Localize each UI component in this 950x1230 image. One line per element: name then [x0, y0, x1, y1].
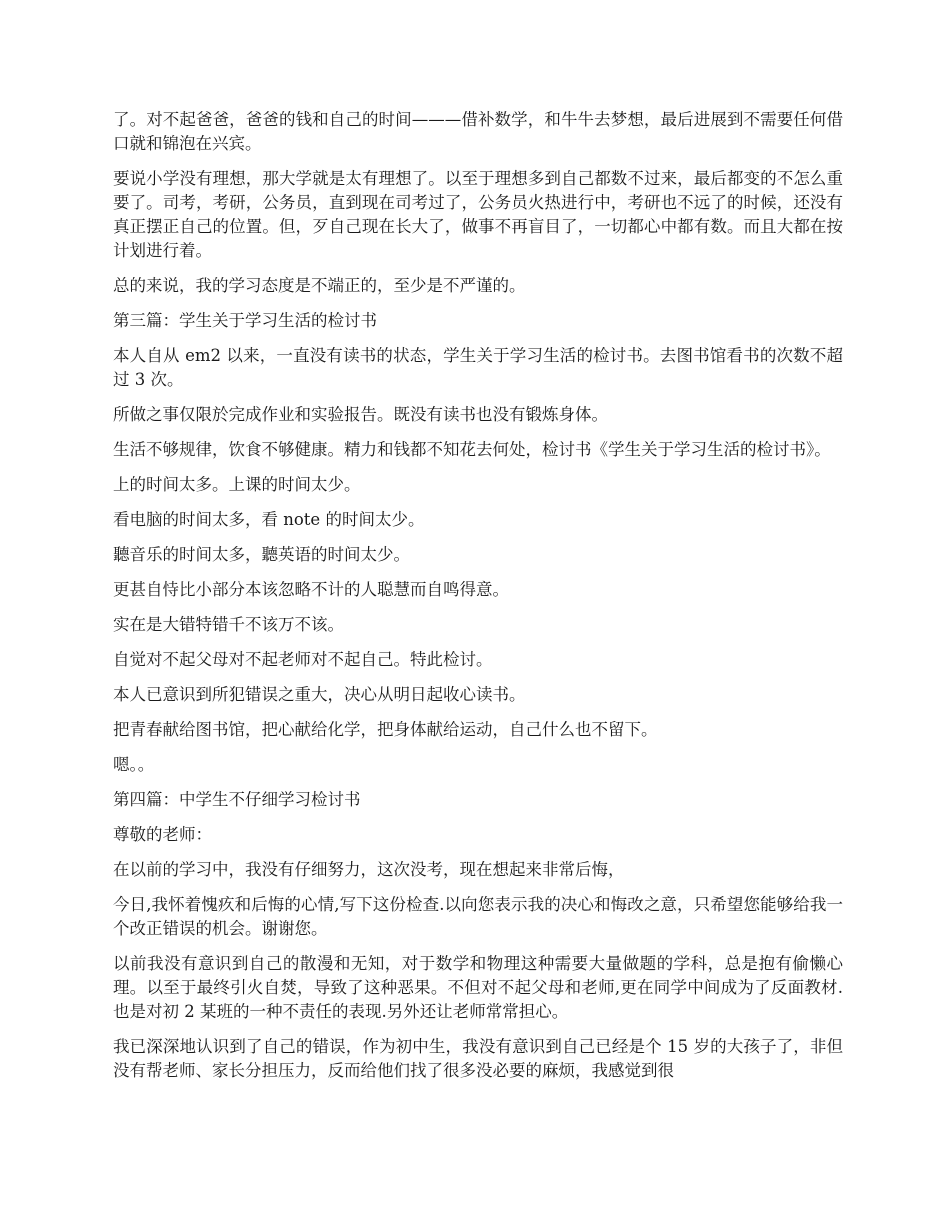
paragraph: 生活不够规律，饮食不够健康。精力和钱都不知花去何处，检讨书《学生关于学习生活的检讨书》。 [113, 440, 831, 459]
paragraph: 总的来说，我的学习态度是不端正的，至少是不严谨的。 [113, 276, 526, 295]
paragraph: 上的时间太多。上课的时间太少。 [113, 475, 361, 494]
paragraph: 本人自从 em2 以来，一直没有读书的状态，学生关于学习生活的检讨书。去图书馆看书的次数不超过 3 次。 [113, 346, 843, 389]
paragraph: 所做之事仅限於完成作业和实验报告。既没有读书也没有锻炼身体。 [113, 405, 608, 424]
document-page [113, 108, 843, 1094]
paragraph: 看电脑的时间太多，看 note 的时间太少。 [113, 510, 425, 529]
paragraph: 更甚自恃比小部分本该忽略不计的人聪慧而自鸣得意。 [113, 580, 509, 599]
paragraph: 实在是大错特错千不该万不该。 [113, 615, 344, 634]
salutation: 尊敬的老师： [113, 825, 212, 844]
paragraph: 嗯。。 [113, 755, 155, 774]
paragraph: 要说小学没有理想，那大学就是太有理想了。以至于理想多到自己都数不过来，最后都变的不怎么重要了。司考，考研，公务员，直到现在司考过了，公务员火热进行中，考研也不远了的时候，还没有真正摆正自己的位置。但，歹自己现在长大了，做事不再盲目了，一切都心中都有数。而且大都在按计划进行着。 [113, 169, 843, 260]
paragraph: 我已深深地认识到了自己的错误，作为初中生，我没有意识到自己已经是个 15 岁的大孩子了，非但没有帮老师、家长分担压力，反而给他们找了很多没必要的麻烦，我感觉到很 [113, 1037, 843, 1080]
paragraph: 把青春献给图书馆，把心献给化学，把身体献给运动，自己什么也不留下。 [113, 720, 658, 739]
paragraph: 在以前的学习中，我没有仔细努力，这次没考，现在想起来非常后悔， [113, 860, 625, 879]
paragraph: 今日,我怀着愧疚和后悔的心情,写下这份检查.以向您表示我的决心和悔改之意，只希望您能够给我一个改正错误的机会。谢谢您。 [113, 895, 843, 938]
paragraph: 了。对不起爸爸，爸爸的钱和自己的时间———借补数学，和牛牛去梦想，最后进展到不需要任何借口就和锦泡在兴宾。 [113, 110, 843, 153]
paragraph: 以前我没有意识到自己的散漫和无知，对于数学和物理这种需要大量做题的学科，总是抱有偷懒心理。以至于最终引火自焚，导致了这种恶果。不但对不起父母和老师,更在同学中间成为了反面教材.也是对初 2 某班的一种不责任的表现.另外还让老师常常担心。 [113, 954, 843, 1021]
paragraph: 聽音乐的时间太多，聽英语的时间太少。 [113, 545, 410, 564]
paragraph: 本人已意识到所犯错误之重大，决心从明日起收心读书。 [113, 685, 526, 704]
paragraph: 自觉对不起父母对不起老师对不起自己。特此检讨。 [113, 650, 493, 669]
section-heading: 第四篇：中学生不仔细学习检讨书 [113, 790, 361, 809]
section-heading: 第三篇：学生关于学习生活的检讨书 [113, 311, 377, 330]
